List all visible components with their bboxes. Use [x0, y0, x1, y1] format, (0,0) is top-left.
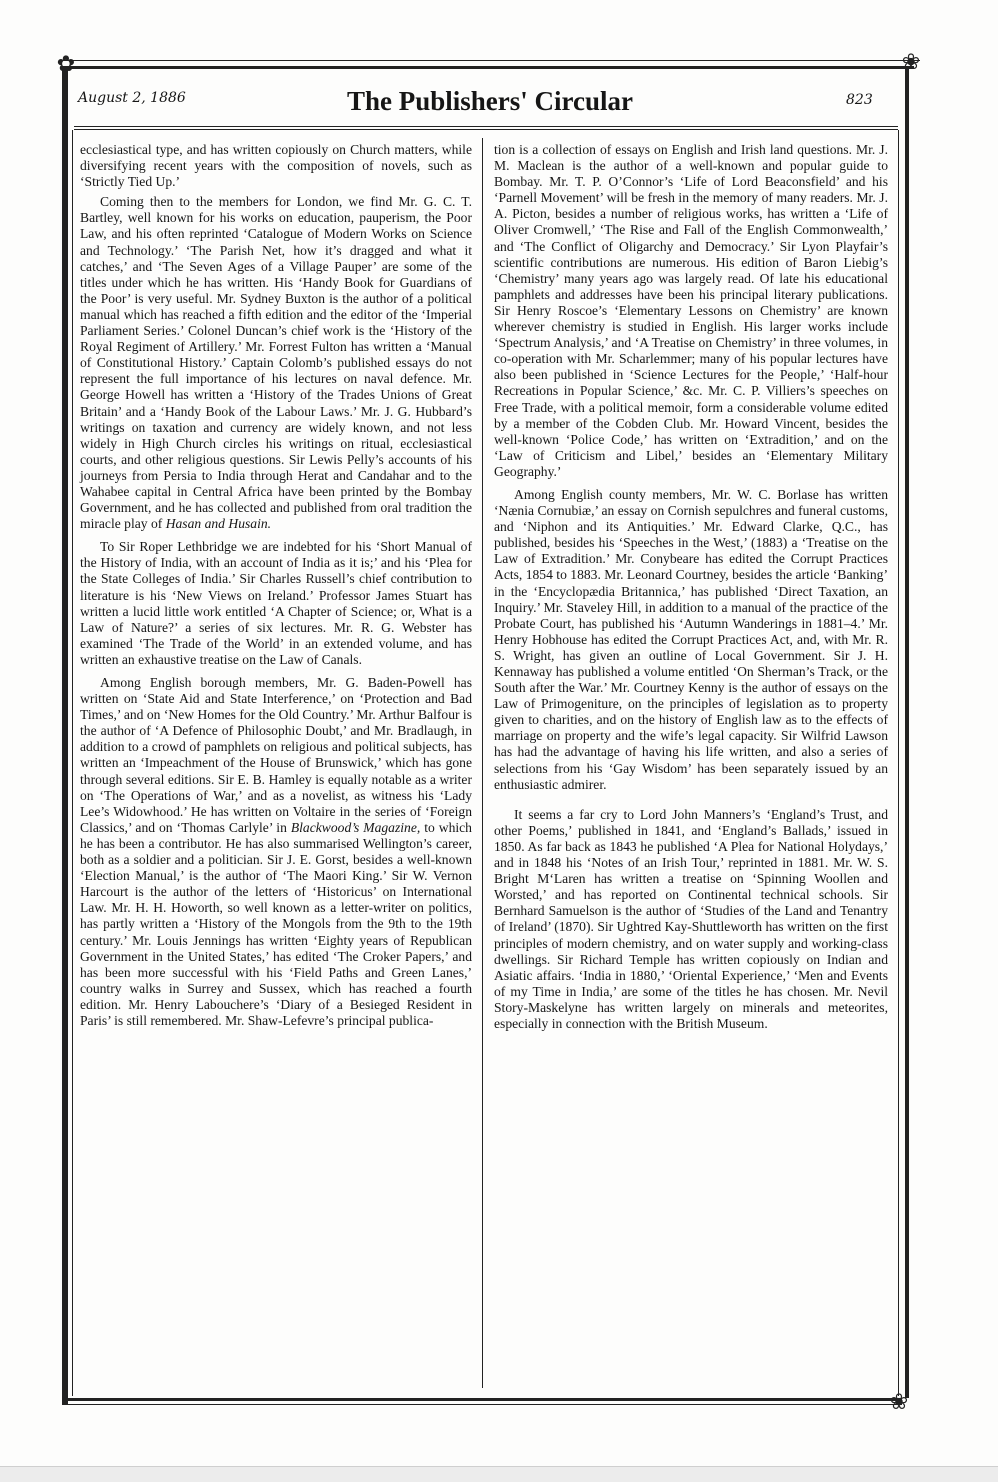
header-rule: [74, 126, 898, 127]
paragraph-text: Among English borough members, Mr. G. Baden-Powell has written on ‘State Aid and State Interference,’ on ‘Protection and Bad Times,’ and on ‘New Homes for the Old Country.’ Mr. Arthur Balfour is the author of ‘A Defence of Philosophic Doubt,’ and Mr. Bradlaugh, in addition to a crowd of pamphlets on religious and political subjects, has written an ‘Impeachment of the House of Brunswick,’ which has gone through several editions. Sir E. B. Hamley is equally notable as a writer on ‘The Operations of War,’ and as a novelist, as witness his ‘Lady Lee’s Widowhood.’ He has written on Voltaire in the series of ‘Foreign Classics,’ and on ‘Thomas Carlyle’ in: [80, 675, 472, 835]
paragraph: ecclesiastical type, and has written copiously on Church matters, while diversifying recent years with the composition of novels, such as ‘Strictly Tied Up.’: [80, 142, 472, 190]
left-thin-border: [72, 130, 73, 1396]
right-thin-border: [898, 130, 899, 1396]
page-number: 823: [846, 92, 873, 108]
column-divider: [482, 138, 483, 1388]
top-thick-rule: [62, 66, 914, 69]
corner-ornament-icon: ✿: [56, 52, 76, 77]
issue-date: August 2, 1886: [78, 90, 186, 106]
paragraph: Among English county members, Mr. W. C. Borlase has written ‘Nænia Cornubiæ,’ an essay on Cornish sepulchres and funeral customs, and ‘Niphon and its Antiquities.’ Mr. Edward Clarke, Q.C., has published, besides his ‘Speeches in the West,’ (1883) a ‘Treatise on the Law of Extradition.’ Mr. Conybeare has edited the Corrupt Practices Acts, 1854 to 1883. Mr. Leonard Courtney, besides the article ‘Banking’ in the ‘Encyclopædia Britannica,’ has published ‘Direct Taxation, an Inquiry.’ Mr. Staveley Hill, in addition to a manual of the practice of the Probate Court, has published his ‘Autumn Wanderings in 1881–4.’ Mr. Henry Hobhouse has edited the Corrupt Practices Act, and, with Mr. R. S. Wright, has given an outline of Local Government. Sir J. H. Kennaway has published a volume entitled ‘On Sherman’s Track, or the South after the War.’ Mr. Courtney Kenny is the author of essays on the Law of Primogeniture, on the principles of legislation as to property given to charities, and on the history of English law as to the effects of marriage on property and the wife’s legal capacity. Sir Wilfrid Lawson has had the advantage of having his life written, and also a series of selections from his ‘Gay Wisdom’ has been separately issued by an enthusiastic admirer.: [494, 486, 889, 792]
paragraph-text: to which he has been a contributor. He has also summarised Wellington’s career, both as a soldier and a politician. Sir J. E. Gorst, besides a well-known ‘Election Manual,’ is the author of ‘The Maori King.’ Sir W. Vernon Harcourt is the author of the letters of ‘Historicus’ on International Law. Mr. H. H. Howorth, so well known as a letter-writer on politics, has partly written a ‘History of the Mongols from the 9th to the 19th century.’ Mr. Louis Jennings has written ‘Eighty years of Republican Government in the United States,’ has edited ‘The Croker Papers,’ and has been more successful with his ‘Field Paths and Green Lanes,’ country walks in Surrey and Sussex, which has reached a fourth edition. Mr. Henry Labouchere’s ‘Diary of a Besieged Resident in Paris’ is still remembered. Mr. Shaw-Lefevre’s principal publica-: [80, 819, 472, 1028]
paragraph: To Sir Roper Lethbridge we are indebted for his ‘Short Manual of the History of India, with an account of India as it is;’ and his ‘Plea for the State Colleges of India.’ Sir Charles Russell’s chief contribution to literature is his ‘New Views on Ireland.’ Professor James Stuart has written a lucid little work entitled ‘A Chapter of Science; or, What is a Law of Nature?’ a series of six lectures. Mr. R. G. Webster has examined ‘The Trade of the World’ in an extended volume, and has written an exhaustive treatise on the Law of Canals.: [80, 539, 472, 667]
corner-ornament-icon: ❀: [889, 1390, 909, 1415]
left-column: [80, 142, 472, 1033]
header-rule-double: [74, 129, 898, 130]
top-thin-rule: [62, 60, 920, 61]
magazine-title: Blackwood’s Magazine,: [290, 819, 421, 835]
publication-title: The Publishers' Circular: [346, 86, 634, 116]
left-thick-border: [62, 68, 68, 1404]
play-title: Hasan and Husain.: [165, 516, 272, 532]
right-column: [494, 142, 888, 1036]
paragraph-text: Coming then to the members for London, we find Mr. G. C. T. Bartley, well known for his works on education, pauperism, the Poor Law, and his often reprinted ‘Catalogue of Modern Works on Science and Technology.’ ‘The Parish Net, how it’s dragged and what it catches,’ and ‘The Seven Ages of a Village Pauper’ are some of the titles under which he has written. His ‘Handy Book for Guardians of the Poor’ is very useful. Mr. Sydney Buxton is the author of a political manual which has reached a fifth edition and the editor of the ‘Imperial Parliament Series.’ Colonel Duncan’s chief work is the ‘History of the Royal Regiment of Artillery.’ Mr. Forrest Fulton has written a ‘Manual of Constitutional History.’ Captain Colomb’s published essays do not represent the full importance of his lectures on naval defence. Mr. George Howell has written a ‘History of the Trades Unions of Great Britain’ and a ‘Handy Book of the Labour Laws.’ Mr. J. G. Hubbard’s writings on taxation and currency are widely known, and not less widely in High Church circles his writings on ritual, ecclesiastical courts, and other religious questions. Sir Lewis Pelly’s accounts of his journeys from Persia to India through Herat and Candahar and to the Wahabee capital in Central Africa have been printed by the Bombay Government, and he has collected and published from oral tradition the miracle play of: [80, 194, 472, 532]
bottom-thick-rule: [62, 1398, 902, 1401]
right-thick-border: [905, 68, 909, 1398]
paragraph: It seems a far cry to Lord John Manners’s ‘England’s Trust, and other Poems,’ published in 1841, and ‘England’s Ballads,’ issued in 1850. As far back as 1843 he published ‘A Plea for National Holydays,’ and in 1848 his ‘Notes of an Irish Tour,’ reprinted in 1881. Mr. W. S. Bright M‘Laren has written a treatise on ‘Spinning Woollen and Worsted,’ and has reported on Continental technical schools. Sir Bernhard Samuelson is the author of ‘Studies of the Land and Tenantry of Ireland’ (1870). Sir Ughtred Kay-Shuttleworth has written on the first principles of modern chemistry, and on water supply and working-class dwellings. Sir Richard Temple has written copiously on Indian and Asiatic affairs. ‘India in 1880,’ ‘Oriental Experience,’ ‘Men and Events of my Time in India,’ are some of the titles he has chosen. Mr. Nevil Story-Maskelyne has written largely on minerals and meteorites, especially in connection with the British Museum.: [494, 806, 888, 1031]
paragraph: [80, 675, 472, 1029]
scan-edge: [0, 1466, 998, 1482]
paragraph: tion is a collection of essays on English and Irish land questions. Mr. J. M. Maclean is the author of a well-known and popular guide to Bombay. Mr. T. P. O’Connor’s ‘Life of Lord Beaconsfield’ and his ‘Parnell Movement’ will be fresh in the memory of many readers. Mr. J. A. Picton, besides a number of religious works, has written a ‘Life of Oliver Cromwell,’ ‘The Rise and Fall of the English Commonwealth,’ and ‘The Conflict of Oligarchy and Democracy.’ Sir Lyon Playfair’s scientific contributions are numerous. His edition of Baron Liebig’s ‘Chemistry’ many years ago was largely read. Of late his educational pamphlets and addresses have been his principal literary publications. Sir Henry Roscoe’s ‘Elementary Lessons on Chemistry’ are known wherever chemistry is studied in English. His larger works include ‘Spectrum Analysis,’ and ‘A Treatise on Chemistry’ in three volumes, in co-operation with Mr. Scharlemmer; many of his popular lectures have also been published in ‘Science Lectures for the People,’ ‘Half-hour Recreations in Popular Science,’ &c. Mr. C. P. Villiers’s speeches on Free Trade, with a political memoir, form a considerable volume edited by a member of the Cobden Club. Mr. Howard Vincent, besides the well-known ‘Police Code,’ has written on ‘Extradition,’ and on the ‘Law of Criticism and Libel,’ besides an ‘Elementary Military Geography.’: [494, 142, 888, 479]
bottom-thin-rule: [62, 1404, 902, 1405]
paragraph: [80, 194, 472, 532]
corner-ornament-icon: ❀: [901, 50, 921, 75]
